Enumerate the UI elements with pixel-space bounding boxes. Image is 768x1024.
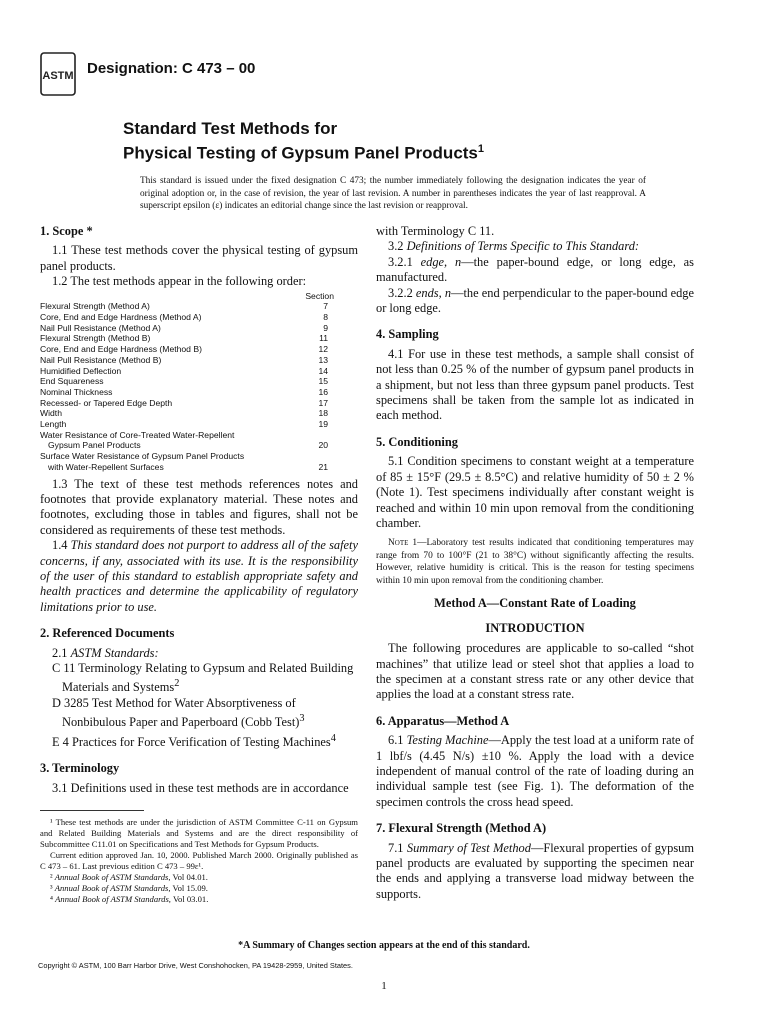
logo-text: ASTM	[42, 70, 74, 82]
ref-d3285: D 3285 Test Method for Water Absorptiveness of Nonbibulous Paper and Paperboard (Cobb Test)$^3$	[52, 695, 305, 730]
footnote-divider	[40, 810, 144, 811]
para-4-1: 4.1 For use in these test methods, a sample shall consist of not less than 0.25 % of the number of gypsum panel products in a shipment, but not less than three gypsum panel products. Test specimens shall be taken from the sample lot as indicated in each method.	[376, 346, 694, 423]
para-6-1: 6.1 Testing Machine—Apply the test load at a uniform rate of 1 lbf/s (4.45 N/s) ±10 %. Apply the load with a device independent of manual control of the rate of loading during an individual sample test (see Fig. 1). The deformation of the specimen controls the cross head speed.	[376, 733, 694, 809]
footnote-2: ² Annual Book of ASTM Standards, Vol 04.01.	[50, 872, 208, 883]
list-item: Nail Pull Resistance (Method B) 13	[40, 354, 328, 365]
footnote-1: ¹ These test methods are under the jurisdiction of ASTM Committee C-11 on Gypsum and Related Building Materials and Systems and are the direct responsibility of Subcommittee C11.01 on Specifications and Test Methods for Gypsum Products.	[40, 817, 358, 850]
list-item: Flexural Strength (Method A) 7	[40, 301, 328, 312]
para-7-1: 7.1 Summary of Test Method—Flexural properties of gypsum panel products are evaluated by supporting the specimen near the ends and applying a transverse load midway between the supports.	[376, 840, 694, 901]
astm-logo	[40, 52, 76, 96]
left-column	[40, 224, 358, 905]
flexural-strength-heading: 7. Flexural Strength (Method A)	[376, 821, 547, 836]
test-order-list	[40, 291, 358, 473]
para-2-1: 2.1 ASTM Standards:	[52, 645, 159, 660]
list-item: Core, End and Edge Hardness (Method B) 12	[40, 344, 328, 355]
para-1-1: 1.1 These test methods cover the physical testing of gypsum panel products.	[40, 243, 358, 273]
list-item: Nail Pull Resistance (Method A) 9	[40, 322, 328, 333]
issued-note: This standard is issued under the fixed designation C 473; the number immediately following the designation indicates the year of original adoption or, in the case of revision, the year of last revision. A number in parentheses indicates the year of last reapproval. A superscript epsilon (ε) indicates an editorial change since the last revision or reapproval.	[140, 176, 646, 211]
list-item: Flexural Strength (Method B) 11	[40, 333, 328, 344]
footnote-3: ³ Annual Book of ASTM Standards, Vol 15.09.	[50, 883, 208, 894]
ref-e4: E 4 Practices for Force Verification of Testing Machines$^4$	[52, 732, 336, 750]
apparatus-heading: 6. Apparatus—Method A	[376, 713, 510, 728]
para-1-4: 1.4 This standard does not purport to address all of the safety concerns, if any, associated with its use. It is the responsibility of the user of this standard to establish appropriate safety and health practices and determine the applicability of regulatory limitations prior to use.	[40, 538, 358, 614]
page-number: 1	[381, 980, 387, 992]
title-line-2: Physical Testing of Gypsum Panel Products$^1$	[123, 143, 485, 163]
footnote-4: ⁴ Annual Book of ASTM Standards, Vol 03.01.	[50, 894, 209, 905]
sampling-heading: 4. Sampling	[376, 327, 439, 342]
para-3-2-2: 3.2.2 ends, n—the end perpendicular to the paper-bound edge or long edge.	[376, 285, 694, 316]
list-item: Width 18	[40, 408, 328, 419]
referenced-documents-heading: 2. Referenced Documents	[40, 626, 175, 641]
method-a-heading: Method A—Constant Rate of Loading	[434, 596, 636, 611]
terminology-heading: 3. Terminology	[40, 761, 120, 776]
referenced-documents	[40, 646, 358, 751]
section-column-header: Section	[305, 290, 334, 301]
para-3-2: 3.2 Definitions of Terms Specific to This Standard:	[388, 239, 640, 254]
list-item: Water Resistance of Core-Treated Water-Repellent	[40, 429, 235, 440]
list-item: Recessed- or Tapered Edge Depth 17	[40, 397, 328, 408]
para-3-2-1: 3.2.1 edge, n—the paper-bound edge, or long edge, as manufactured.	[376, 254, 694, 285]
list-item: Humidified Deflection 14	[40, 365, 328, 376]
list-item: End Squareness 15	[40, 376, 328, 387]
title-footnote-marker: 1	[477, 143, 485, 155]
list-item: with Water-Repellent Surfaces 21	[48, 461, 328, 472]
list-item: Nominal Thickness 16	[40, 386, 328, 397]
para-3-1-continued: with Terminology C 11.	[376, 224, 495, 238]
para-5-1: 5.1 Condition specimens to constant weight at a temperature of 85 ± 15°F (29.5 ± 8.5°C) and relative humidity of 50 ± 2 % (Note 1). Test specimens individually after constant weight is reached and within 10 min upon removal from the conditioning chamber.	[376, 454, 694, 530]
ref-c11: C 11 Terminology Relating to Gypsum and Related Building Materials and Systems$^2$	[52, 661, 354, 695]
scope-heading: 1. Scope *	[40, 224, 93, 238]
title-line-1: Standard Test Methods for	[123, 119, 338, 138]
note-1: Note 1—Laboratory test results indicated that conditioning temperatures may range from 70 to 100°F (21 to 38°C) without significantly affecting the results. However, relative humidity is critical. This is the reason for testing specimens within 10 min upon removal from the conditioning chamber.	[376, 538, 694, 586]
designation: Designation: C 473 – 00	[87, 60, 256, 77]
conditioning-heading: 5. Conditioning	[376, 434, 458, 449]
para-3-1: 3.1 Definitions used in these test methods are in accordance	[52, 780, 349, 795]
para-1-3: 1.3 The text of these test methods references notes and footnotes that provide explanatory material. These notes and footnotes, excluding those in tables and figures, shall not be considered as requirements of these test methods.	[40, 476, 358, 537]
list-item: Surface Water Resistance of Gypsum Panel Products	[40, 451, 245, 462]
right-column	[376, 224, 694, 902]
list-item: Core, End and Edge Hardness (Method A) 8	[40, 312, 328, 323]
document-title	[123, 119, 484, 164]
introduction-text: The following procedures are applicable to so-called “shot machines” that utilize lead or steel shot that applies a load to the specimen at a constant stress rate or any other device that applies the load at a constant stress rate.	[376, 641, 694, 702]
list-item: Gypsum Panel Products 20	[48, 440, 328, 451]
footnote-1-edition: Current edition approved Jan. 10, 2000. Published March 2000. Originally published as C 473 – 61. Last previous edition C 473 – 99ε¹.	[40, 850, 358, 872]
list-item: Length 19	[40, 419, 328, 430]
introduction-heading: INTRODUCTION	[485, 620, 585, 635]
summary-notice: *A Summary of Changes section appears at the end of this standard.	[238, 940, 530, 951]
copyright: Copyright © ASTM, 100 Barr Harbor Drive, West Conshohocken, PA 19428-2959, United States.	[38, 961, 353, 970]
para-1-2: 1.2 The test methods appear in the following order:	[52, 274, 307, 289]
